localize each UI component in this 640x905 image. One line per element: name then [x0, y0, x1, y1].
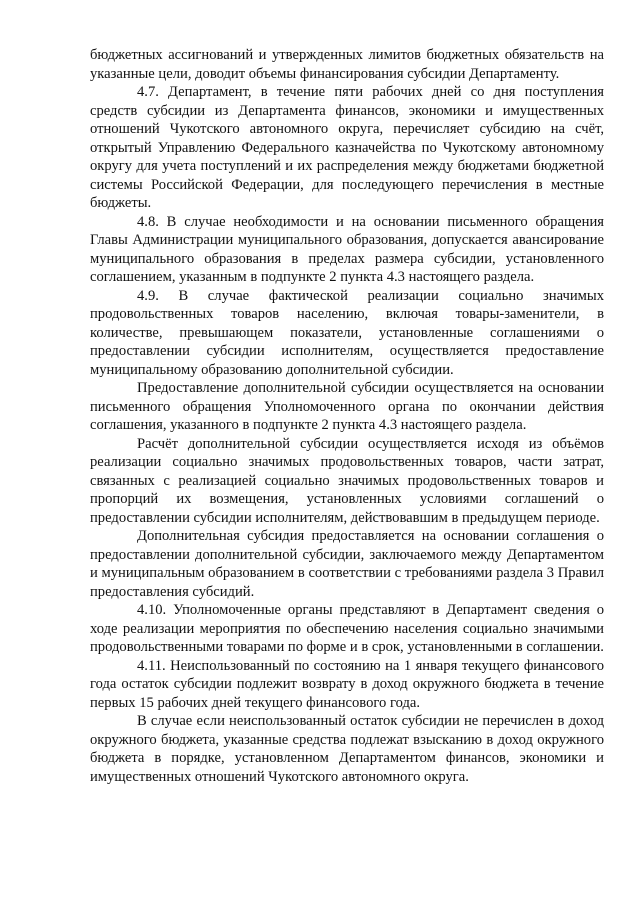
paragraph-4-8: 4.8. В случае необходимости и на основании письменного обращения Главы Администрации муниципального образования, допускается авансирование муниципального образования в пределах размера субсидии, установленного соглашением, указанным в подпункте 2 пункта 4.3 настоящего раздела.: [90, 213, 604, 285]
paragraph-4-9: 4.9. В случае фактической реализации социально значимых продовольственных товаров населению, включая товары-заменители, в количестве, превышающем показатели, установленные соглашениями о предоставлении субсидии исполнителям, осуществляется предоставление муниципальному образованию дополнительной субсидии.: [90, 287, 604, 378]
paragraph-additional-subsidy-agreement: Дополнительная субсидия предоставляется на основании соглашения о предоставлении дополнительной субсидии, заключаемого между Департаментом и муниципальным образованием в соответствии с требованиями раздела 3 Правил предоставления субсидий.: [90, 528, 604, 600]
document-page: [90, 46, 604, 786]
paragraph-continuation: бюджетных ассигнований и утвержденных лимитов бюджетных обязательств на указанные цели, доводит объемы финансирования субсидии Департаменту.: [90, 47, 604, 82]
paragraph-additional-subsidy-basis: Предоставление дополнительной субсидии осуществляется на основании письменного обращения Уполномоченного органа по окончании действия соглашения, указанного в подпункте 2 пункта 4.3 настоящего раздела.: [90, 380, 604, 433]
paragraph-4-10: 4.10. Уполномоченные органы представляют в Департамент сведения о ходе реализации мероприятия по обеспечению населения социально значимыми продовольственными товарами по форме и в срок, установленными в соглашении.: [90, 602, 604, 655]
paragraph-4-7: 4.7. Департамент, в течение пяти рабочих дней со дня поступления средств субсидии из Департамента финансов, экономики и имущественных отношений Чукотского автономного округа, перечисляет субсидию на счёт, открытый Управлению Федерального казначейства по Чукотскому автономному округу для учета поступлений и их распределения между бюджетами бюджетной системы Российской Федерации, для последующего перечисления в местные бюджеты.: [90, 84, 604, 211]
paragraph-additional-subsidy-calculation: Расчёт дополнительной субсидии осуществляется исходя из объёмов реализации социально значимых продовольственных товаров, части затрат, связанных с реализацией социально значимых продовольственных товаров и пропорций их возмещения, установленных условиями соглашений о предоставлении субсидии исполнителям, действовавшим в предыдущем периоде.: [90, 435, 604, 526]
paragraph-4-11: 4.11. Неиспользованный по состоянию на 1 января текущего финансового года остаток субсидии подлежит возврату в доход окружного бюджета в течение первых 15 рабочих дней текущего финансового года.: [90, 657, 604, 711]
paragraph-recovery: В случае если неиспользованный остаток субсидии не перечислен в доход окружного бюджета, указанные средства подлежат взысканию в доход окружного бюджета в порядке, установленном Департаментом финансов, экономики и имущественных отношений Чукотского автономного округа.: [90, 713, 604, 785]
